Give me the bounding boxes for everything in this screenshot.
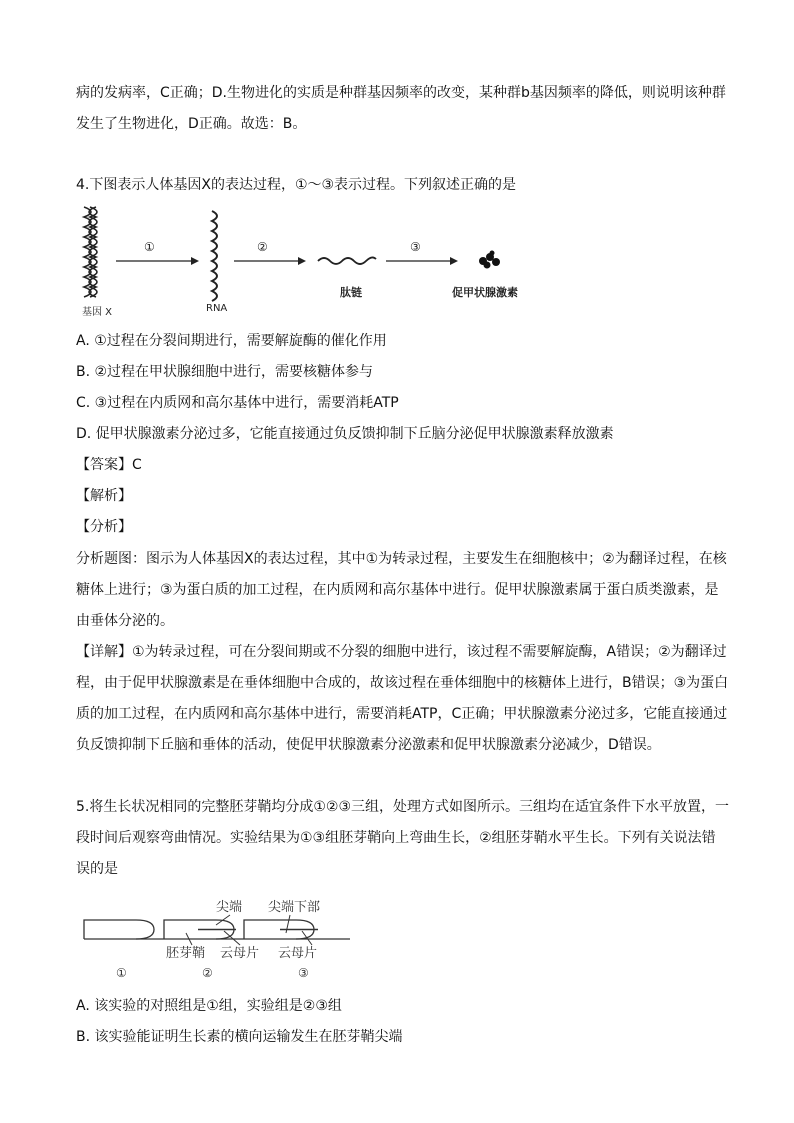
group-2-label: ② (202, 966, 213, 980)
q5-stem-line-2: 段时间后观察弯曲情况。实验结果为①③组胚芽鞘向上弯曲生长，②组胚芽鞘水平生长。下列有关说法错 (76, 830, 716, 846)
q4-option-a: A. ①过程在分裂间期进行，需要解旋酶的催化作用 (76, 333, 387, 349)
q4-detail-line-2: 程，由于促甲状腺激素是在垂体细胞中合成的，故该过程在垂体细胞中的核糖体上进行，B错误；③为蛋白 (76, 675, 729, 691)
coleoptile-figure (80, 893, 360, 983)
q4-detail-line-4: 负反馈抑制下丘脑和垂体的活动，使促甲状腺激素分泌激素和促甲状腺激素分泌减少，D错误。 (76, 737, 661, 753)
group-3-label: ③ (298, 966, 309, 980)
q5-stem-line-3: 误的是 (76, 861, 118, 877)
prev-answer-line-2: 发生了生物进化，D正确。故选：B。 (76, 116, 307, 132)
q4-answer: 【答案】C (76, 457, 142, 473)
label-gene-x: 基因 X (82, 307, 113, 318)
label-hormone: 促甲状腺激素 (452, 286, 518, 299)
q5-stem-line-1: 5.将生长状况相同的完整胚芽鞘均分成①②③三组，处理方式如图所示。三组均在适宜条件下水平放置，一 (76, 799, 730, 815)
label-below-tip: 尖端下部 (268, 900, 321, 915)
gene-expression-figure (76, 203, 556, 323)
label-rna: RNA (206, 303, 228, 314)
label-mica-1: 云母片 (220, 946, 260, 961)
q4-analysis-line-2: 糖体上进行；③为蛋白质的加工过程，在内质网和高尔基体中进行。促甲状腺激素属于蛋白质类激素，是 (76, 582, 719, 598)
dna-helix-icon (84, 207, 97, 297)
rna-strand-icon (212, 211, 217, 301)
peptide-chain-icon (318, 257, 376, 264)
step-2-label: ② (257, 240, 268, 254)
label-coleoptile: 胚芽鞘 (166, 946, 206, 961)
q4-detail-line-3: 质的加工过程，在内质网和高尔基体中进行，需要消耗ATP，C正确；甲状腺激素分泌过多，它能直接通过 (76, 706, 728, 722)
q4-option-d: D. 促甲状腺激素分泌过多，它能直接通过负反馈抑制下丘脑分泌促甲状腺激素释放激素 (76, 426, 614, 442)
label-peptide: 肽链 (340, 286, 362, 299)
q4-option-b: B. ②过程在甲状腺细胞中进行，需要核糖体参与 (76, 364, 374, 380)
q4-analysis-title: 【解析】 (76, 488, 132, 504)
label-mica-2: 云母片 (278, 946, 318, 961)
q4-analysis-line-3: 由垂体分泌的。 (76, 613, 174, 629)
q4-stem: 4.下图表示人体基因X的表达过程，①～③表示过程。下列叙述正确的是 (76, 177, 517, 193)
q4-analysis-line-1: 分析题图：图示为人体基因X的表达过程，其中①为转录过程，主要发生在细胞核中；②为翻译过程，在核 (76, 551, 727, 567)
label-tip: 尖端 (216, 900, 243, 915)
step-3-label: ③ (410, 240, 421, 254)
coleoptile-1-icon (84, 920, 154, 939)
hormone-protein-icon (479, 251, 500, 269)
step-1-label: ① (144, 240, 155, 254)
q4-detail-line-1: 【详解】①为转录过程，可在分裂间期或不分裂的细胞中进行，该过程不需要解旋酶，A错误；②为翻译过 (76, 644, 727, 660)
q4-analysis-subtitle: 【分析】 (76, 519, 132, 535)
q4-option-c: C. ③过程在内质网和高尔基体中进行，需要消耗ATP (76, 395, 399, 411)
q5-option-a: A. 该实验的对照组是①组，实验组是②③组 (76, 998, 342, 1014)
q5-option-b: B. 该实验能证明生长素的横向运输发生在胚芽鞘尖端 (76, 1029, 403, 1045)
prev-answer-line-1: 病的发病率，C正确；D.生物进化的实质是种群基因频率的改变，某种群b基因频率的降低，则说明该种群 (76, 85, 726, 101)
group-1-label: ① (116, 966, 127, 980)
